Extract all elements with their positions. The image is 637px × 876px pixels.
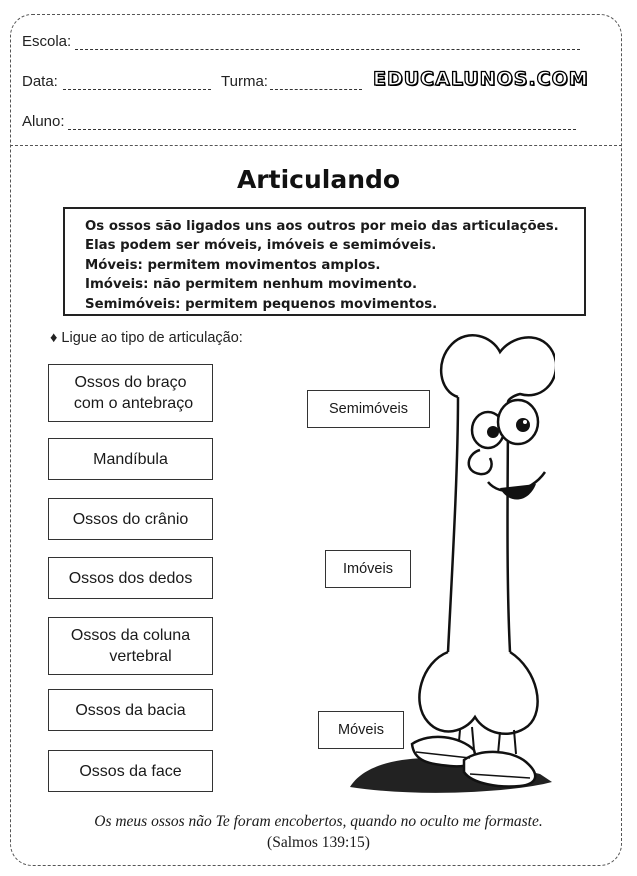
escola-row bbox=[22, 33, 580, 50]
data-label: Data: bbox=[22, 73, 58, 90]
left-box-cranio[interactable] bbox=[48, 498, 213, 540]
info-line-5: Semimóveis: permitem pequenos movimentos. bbox=[85, 296, 438, 312]
header-separator bbox=[10, 145, 622, 146]
aluno-row bbox=[22, 113, 576, 130]
info-line-2: Elas podem ser móveis, imóveis e semimóveis. bbox=[85, 238, 437, 254]
info-line-3: Móveis: permitem movimentos amplos. bbox=[85, 257, 381, 273]
turma-label: Turma: bbox=[221, 73, 268, 90]
info-line-1: Os ossos são ligados uns aos outros por meio das articulações. bbox=[85, 219, 559, 234]
data-input-line[interactable] bbox=[63, 77, 211, 90]
left-box-text: vertebral bbox=[109, 648, 172, 665]
right-box-text: Móveis bbox=[338, 722, 384, 738]
info-box bbox=[63, 207, 586, 316]
left-box-bacia[interactable] bbox=[48, 689, 213, 731]
turma-input-line[interactable] bbox=[270, 77, 362, 90]
educalunos-logo: EDUCALUNOS.COM bbox=[373, 68, 589, 90]
bible-reference: (Salmos 139:15) bbox=[267, 834, 370, 851]
left-box-text: com o antebraço bbox=[73, 395, 194, 412]
info-line-4: Imóveis: não permitem nenhum movimento. bbox=[85, 277, 418, 293]
turma-row bbox=[221, 73, 362, 90]
aluno-label: Aluno: bbox=[22, 113, 65, 130]
right-box-text: Semimóveis bbox=[329, 401, 408, 417]
aluno-input-line[interactable] bbox=[68, 117, 576, 130]
left-box-mandibula[interactable] bbox=[48, 438, 213, 480]
left-box-text: Ossos dos dedos bbox=[68, 569, 193, 587]
data-row bbox=[22, 73, 211, 90]
bible-quote: Os meus ossos não Te foram encobertos, quando no oculto me formaste. bbox=[94, 813, 543, 830]
instruction: ♦ Ligue ao tipo de articulação: bbox=[50, 330, 243, 346]
left-box-text: Ossos do braço bbox=[74, 374, 187, 391]
left-box-text: Ossos da coluna bbox=[70, 627, 191, 644]
left-box-face[interactable] bbox=[48, 750, 213, 792]
left-box-text: Mandíbula bbox=[93, 450, 168, 468]
bone-character-illustration bbox=[340, 322, 555, 800]
left-box-dedos[interactable] bbox=[48, 557, 213, 599]
escola-label: Escola: bbox=[22, 33, 72, 50]
left-box-text: Ossos do crânio bbox=[72, 510, 189, 528]
escola-input-line[interactable] bbox=[75, 37, 580, 50]
page-title: Articulando bbox=[236, 165, 401, 194]
right-box-text: Imóveis bbox=[343, 561, 393, 577]
left-box-coluna[interactable] bbox=[48, 617, 213, 675]
left-box-text: Ossos da face bbox=[79, 762, 182, 780]
left-box-text: Ossos da bacia bbox=[75, 701, 186, 719]
left-box-braco[interactable] bbox=[48, 364, 213, 422]
